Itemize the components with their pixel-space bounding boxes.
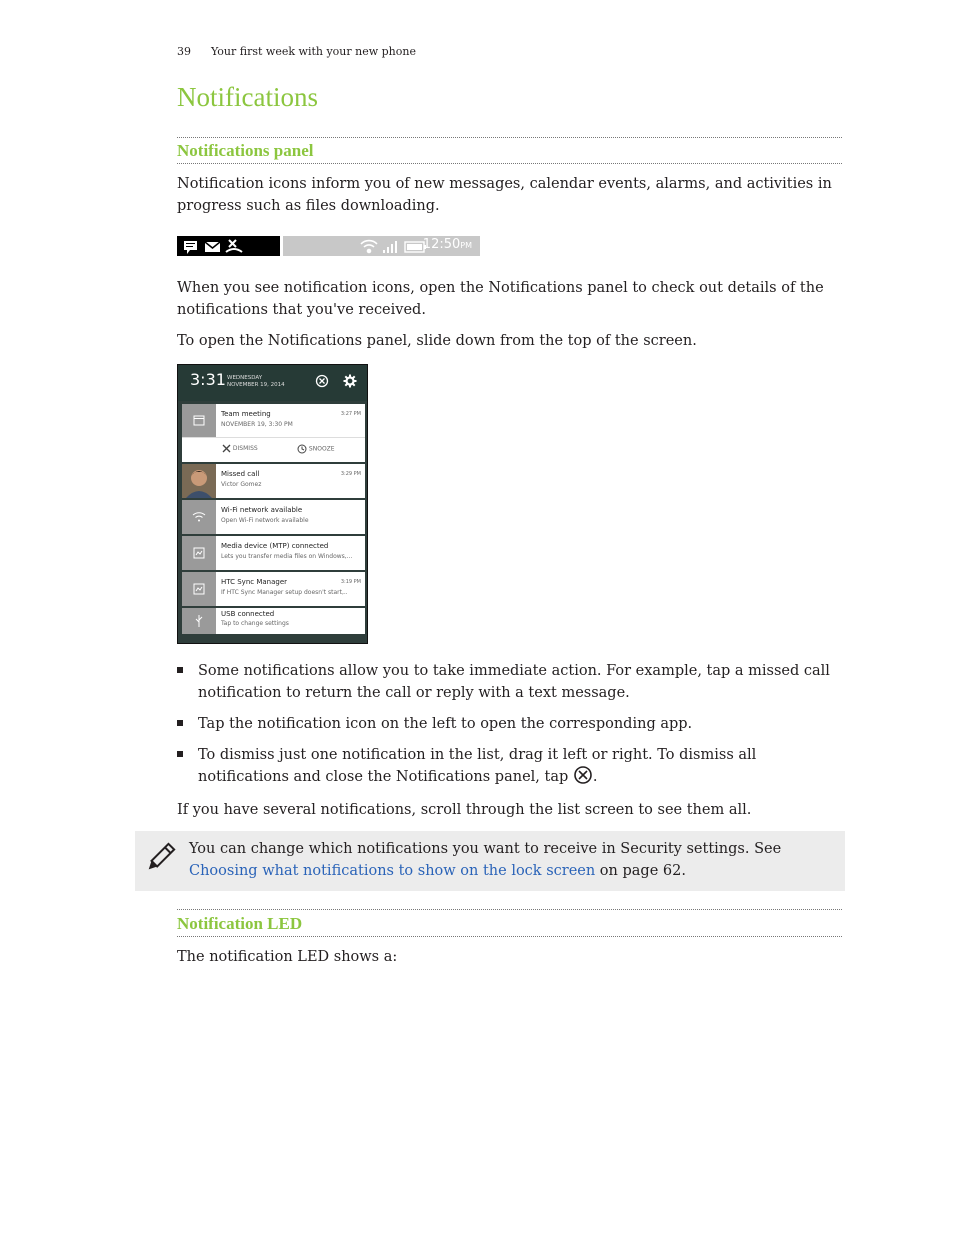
notifications-panel-screenshot bbox=[177, 364, 368, 644]
notification-card-media-device[interactable] bbox=[182, 536, 365, 570]
notification-subtitle: Victor Gomez bbox=[221, 481, 262, 488]
divider bbox=[177, 936, 842, 937]
panel-header bbox=[178, 365, 367, 401]
bullet-marker bbox=[177, 751, 183, 757]
page-number: 39 bbox=[177, 45, 191, 58]
message-icon bbox=[184, 241, 197, 254]
notification-title: Team meeting bbox=[221, 410, 271, 418]
settings-gear-icon[interactable] bbox=[343, 374, 357, 388]
signal-icon bbox=[383, 241, 397, 253]
notification-title: HTC Sync Manager bbox=[221, 578, 288, 586]
page-title: Notifications bbox=[177, 82, 318, 112]
divider bbox=[177, 163, 842, 164]
status-bar-notification-icons bbox=[177, 236, 280, 256]
panel-date: WEDNESDAY NOVEMBER 19, 2014 bbox=[227, 375, 285, 388]
status-bar-system-icons bbox=[283, 236, 480, 256]
bullet-item: Some notifications allow you to take immediate action. For example, tap a missed call notification to return the call or reply with a text message. bbox=[177, 660, 842, 704]
chapter-title: Your first week with your new phone bbox=[211, 45, 416, 58]
sync-icon bbox=[182, 572, 216, 606]
divider bbox=[177, 909, 842, 910]
wifi-icon bbox=[182, 500, 216, 534]
pencil-icon bbox=[143, 841, 177, 875]
usb-media-icon bbox=[182, 536, 216, 570]
notification-time: 3:27 PM bbox=[340, 411, 361, 417]
divider bbox=[177, 137, 842, 138]
intro-paragraph: Notification icons inform you of new messages, calendar events, alarms, and activities in progress such as files downloading. bbox=[177, 176, 832, 214]
note-box bbox=[135, 831, 845, 891]
dismiss-all-icon bbox=[573, 766, 593, 784]
page-header bbox=[177, 45, 416, 58]
clock-icon bbox=[297, 444, 307, 454]
notification-subtitle: Tap to change settings bbox=[221, 620, 289, 627]
status-bar-time: 12:50PM bbox=[422, 237, 472, 252]
bullet-marker bbox=[177, 720, 183, 726]
avatar bbox=[182, 464, 216, 498]
dismiss-action-button[interactable]: DISMISS bbox=[222, 444, 258, 453]
notification-card-team-meeting[interactable] bbox=[182, 404, 365, 462]
paragraph-scroll: If you have several notifications, scroll through the list screen to see them all. bbox=[177, 802, 752, 818]
section-heading-notification-led: Notification LED bbox=[177, 914, 303, 933]
dismiss-all-icon[interactable] bbox=[315, 374, 329, 388]
notification-time: 3:19 PM bbox=[340, 579, 361, 585]
paragraph-slide-down: To open the Notifications panel, slide down from the top of the screen. bbox=[177, 333, 697, 349]
notification-card-usb[interactable] bbox=[182, 608, 365, 634]
notification-subtitle: Open Wi-Fi network available bbox=[221, 517, 309, 524]
notification-subtitle: If HTC Sync Manager setup doesn't start,.. bbox=[221, 589, 348, 596]
close-icon bbox=[222, 444, 231, 453]
note-text: You can change which notifications you want to receive in Security settings. See Choosing what notifications to show on the lock screen on page 62. bbox=[189, 841, 782, 879]
snooze-action-button[interactable]: SNOOZE bbox=[297, 444, 335, 454]
link-choosing-notifications[interactable]: Choosing what notifications to show on the lock screen bbox=[189, 863, 596, 879]
notification-card-htc-sync[interactable] bbox=[182, 572, 365, 606]
bullet-item: Tap the notification icon on the left to open the corresponding app. bbox=[177, 713, 842, 735]
wifi-icon bbox=[361, 241, 377, 253]
divider bbox=[182, 437, 365, 438]
notification-subtitle: NOVEMBER 19, 3:30 PM bbox=[221, 421, 293, 428]
notification-title: Media device (MTP) connected bbox=[221, 542, 329, 550]
notification-card-missed-call[interactable] bbox=[182, 464, 365, 498]
notification-subtitle: Lets you transfer media files on Windows,... bbox=[221, 553, 353, 560]
mail-icon bbox=[205, 242, 220, 252]
notification-title: Missed call bbox=[221, 470, 260, 478]
section-heading-notifications-panel: Notifications panel bbox=[177, 141, 314, 160]
paragraph-led: The notification LED shows a: bbox=[177, 949, 398, 965]
bullet-item: To dismiss just one notification in the list, drag it left or right. To dismiss all notifications and close the Notifications panel, tap . bbox=[177, 744, 842, 788]
calendar-icon bbox=[182, 404, 216, 437]
usb-icon bbox=[182, 608, 216, 634]
missed-call-icon bbox=[226, 240, 242, 252]
notification-card-wifi[interactable] bbox=[182, 500, 365, 534]
paragraph-open-panel: When you see notification icons, open the Notifications panel to check out details of the notifications that you've received. bbox=[177, 280, 824, 318]
notification-time: 3:29 PM bbox=[340, 471, 361, 477]
notification-title: Wi-Fi network available bbox=[221, 506, 303, 514]
notification-title: USB connected bbox=[221, 610, 275, 618]
panel-clock: 3:31 bbox=[190, 370, 226, 389]
bullet-marker bbox=[177, 667, 183, 673]
